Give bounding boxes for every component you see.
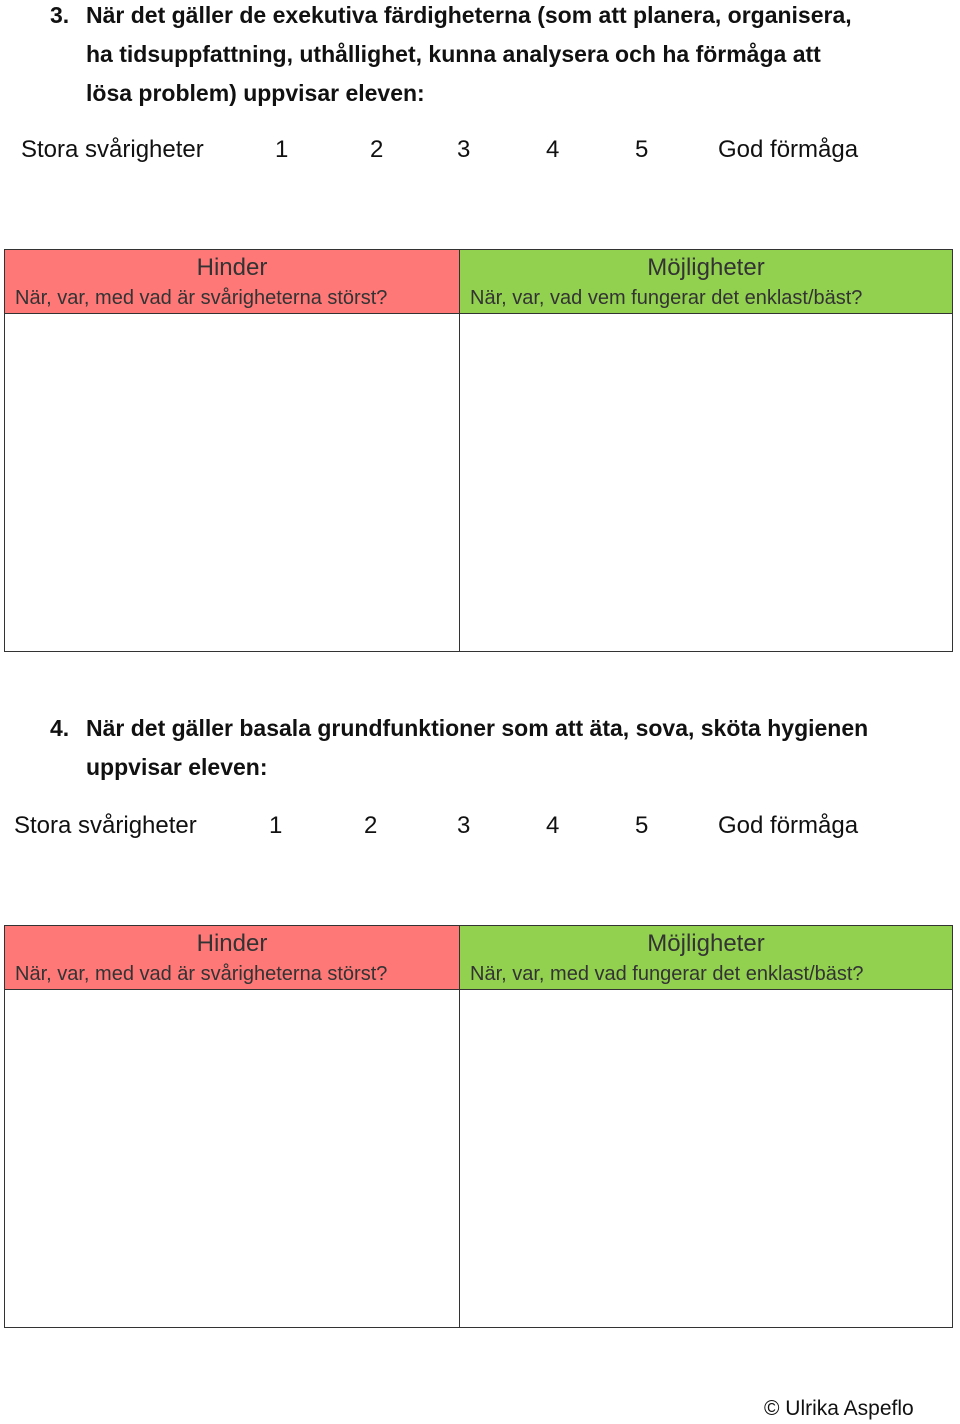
question-3-rating-scale (0, 130, 960, 170)
question-4-number: 4. (50, 715, 70, 741)
question-3-heading (0, 0, 940, 113)
obstacles-column (5, 926, 459, 1327)
possibilities-header (460, 926, 952, 990)
possibilities-title: Möjligheter (647, 930, 765, 957)
scale-high-label: God förmåga (718, 812, 859, 839)
copyright-footer: © Ulrika Aspeflo (764, 1397, 914, 1420)
scale-value-3[interactable]: 3 (457, 136, 471, 163)
obstacles-answer-area[interactable] (5, 990, 459, 1327)
obstacles-answer-area[interactable] (5, 314, 459, 651)
question-3-heading-line-2: ha tidsuppfattning, uthållighet, kunna analysera och ha förmåga att (86, 41, 821, 67)
question-4-heading-line-2: uppvisar eleven: (86, 754, 268, 780)
possibilities-header (460, 250, 952, 314)
question-4-heading (0, 709, 940, 787)
scale-low-label: Stora svårigheter (21, 136, 204, 163)
scale-low-label: Stora svårigheter (14, 812, 197, 839)
scale-value-3[interactable]: 3 (457, 812, 471, 839)
possibilities-column (459, 250, 952, 651)
scale-value-2[interactable]: 2 (364, 812, 378, 839)
question-4-rating-scale (0, 806, 960, 846)
possibilities-answer-area[interactable] (460, 314, 952, 651)
obstacles-header (5, 250, 459, 314)
question-3-response-table (4, 249, 953, 652)
scale-high-label: God förmåga (718, 136, 859, 163)
scale-value-1[interactable]: 1 (269, 812, 283, 839)
question-3-heading-line-3: lösa problem) uppvisar eleven: (86, 80, 425, 106)
possibilities-subtitle: När, var, vad vem fungerar det enklast/bäst? (470, 287, 863, 309)
obstacles-column (5, 250, 459, 651)
question-3-heading-line-1: När det gäller de exekutiva färdigheterna (som att planera, organisera, (86, 2, 852, 28)
possibilities-title: Möjligheter (647, 254, 765, 281)
question-4-heading-line-1: När det gäller basala grundfunktioner som att äta, sova, sköta hygienen (86, 715, 869, 741)
possibilities-column (459, 926, 952, 1327)
scale-value-5[interactable]: 5 (635, 136, 649, 163)
obstacles-subtitle: När, var, med vad är svårigheterna störst? (15, 287, 388, 309)
scale-value-4[interactable]: 4 (546, 136, 560, 163)
scale-value-5[interactable]: 5 (635, 812, 649, 839)
obstacles-title: Hinder (196, 254, 268, 281)
possibilities-subtitle: När, var, med vad fungerar det enklast/bäst? (470, 963, 864, 985)
possibilities-answer-area[interactable] (460, 990, 952, 1327)
scale-value-1[interactable]: 1 (275, 136, 289, 163)
question-3-number: 3. (50, 2, 70, 28)
question-4-response-table (4, 925, 953, 1328)
scale-value-4[interactable]: 4 (546, 812, 560, 839)
scale-value-2[interactable]: 2 (370, 136, 384, 163)
obstacles-header (5, 926, 459, 990)
obstacles-title: Hinder (196, 930, 268, 957)
obstacles-subtitle: När, var, med vad är svårigheterna störst? (15, 963, 388, 985)
